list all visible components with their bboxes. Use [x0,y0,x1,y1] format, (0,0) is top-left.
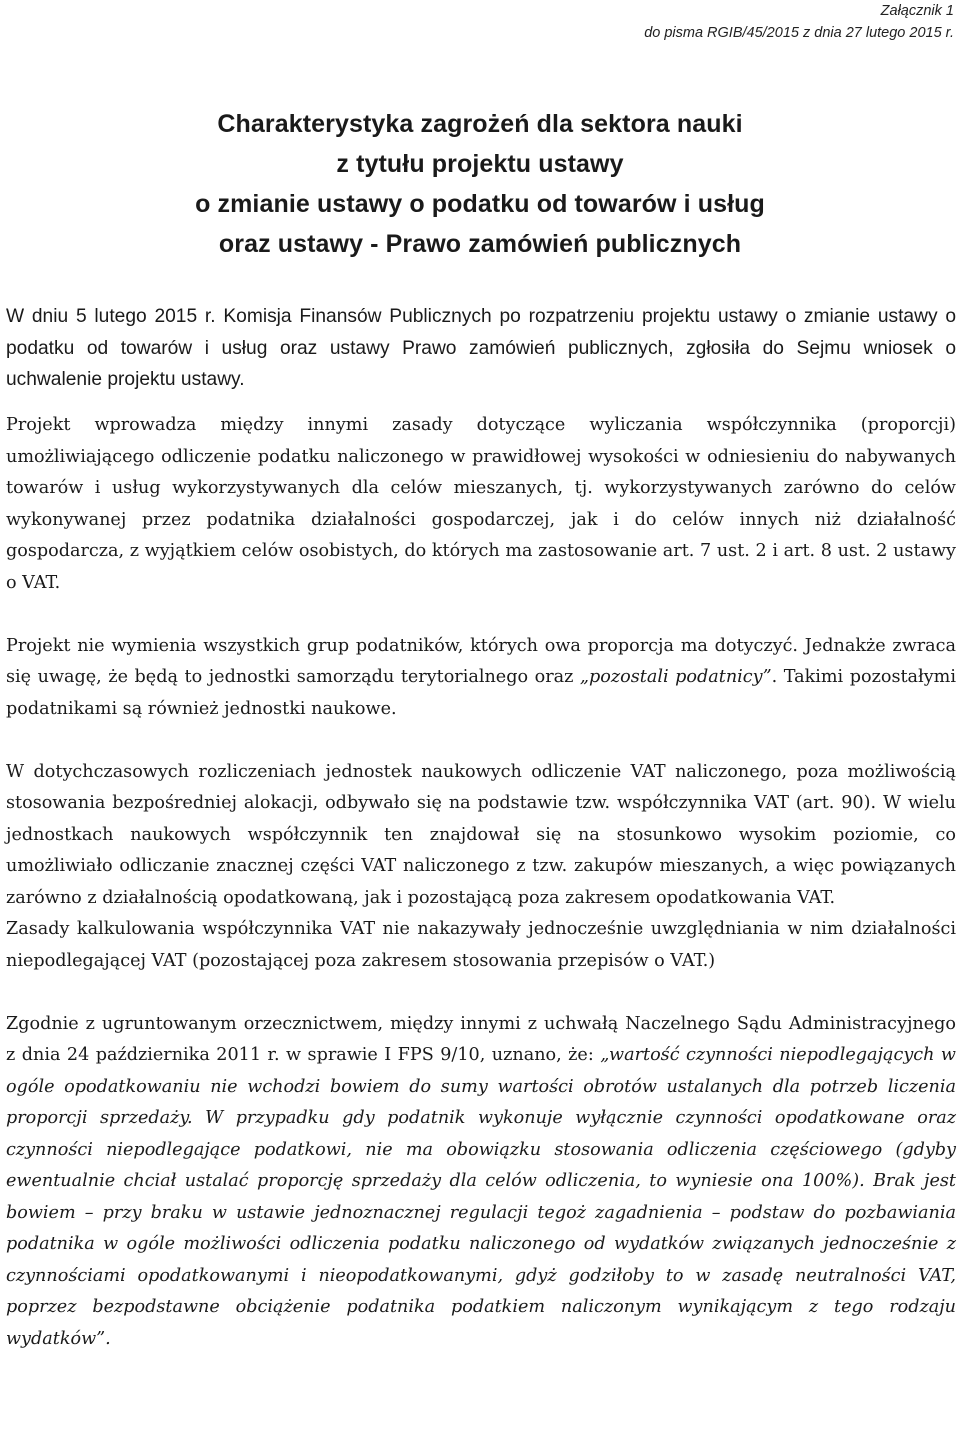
document-body [6,410,956,1355]
paragraph-spacer [6,977,956,1009]
title-line-3: o zmianie ustawy o podatku od towarów i usług [195,190,765,218]
attachment-label: Załącznik 1 [880,3,954,19]
intro-paragraph: W dniu 5 lutego 2015 r. Komisja Finansów Publicznych po rozpatrzeniu projektu ustawy o zmianie ustawy o podatku od towarów i usług oraz ustawy Prawo zamówień publicznych, zgłosiła do Sejmu wniosek o uchwalenie projektu ustawy. [6,306,956,391]
paragraph-calculation-rules: Zasady kalkulowania współczynnika VAT nie nakazywały jednocześnie uwzględniania w nim działalności niepodlegającej VAT (pozostającej poza zakresem stosowania przepisów o VAT.) [6,919,956,971]
document-title [0,104,960,264]
paragraph-text: Projekt nie wymienia wszystkich grup podatników, których owa proporcja ma dotyczyć. Jednakże zwraca się uwagę, że będą to jednostki samorządu terytorialnego oraz [6,635,956,687]
paragraph-text: . Takimi pozostałymi podatnikami są również jednostki naukowe. [6,667,956,719]
paragraph-case-law [6,1009,956,1356]
title-line-4: oraz ustawy - Prawo zamówień publicznych [218,230,742,258]
paragraph-spacer [6,599,956,631]
title-line-1: Charakterystyka zagrożeń dla sektora nauki [217,110,743,138]
paragraph-proportion-rules: Projekt wprowadza między innymi zasady dotyczące wyliczania współczynnika (proporcji) umożliwiającego odliczenie podatku naliczonego w prawidłowej wysokości w odniesieniu do nabywanych towarów i usług wykorzystywanych dla celów mieszanych, tj. wykorzystywanych zarówno do celów wykonywanej przez podatnika działalności gospodarczej, jak i do celów innych niż działalność gospodarcza, z wyjątkiem celów osobistych, do których ma zastosowanie art. 7 ust. 2 i art. 8 ust. 2 ustawy o VAT. [6,415,956,593]
attachment-reference: do pisma RGIB/45/2015 z dnia 27 lutego 2015 r. [644,25,954,41]
paragraph-text: Zgodnie z ugruntowanym orzecznictwem, między innymi z uchwałą Naczelnego Sądu Administracyjnego z dnia 24 października 2011 r. w sprawie I FPS 9/10, uznano, że: [6,1013,956,1065]
quoted-term: „pozostali podatnicy” [579,667,772,687]
paragraph-taxpayer-groups [6,631,956,726]
attachment-note [644,0,954,44]
title-line-2: z tytułu projektu ustawy [336,150,624,178]
paragraph-spacer [6,725,956,757]
paragraph-previous-settlements: W dotychczasowych rozliczeniach jednostek naukowych odliczenie VAT naliczonego, poza możliwością stosowania bezpośredniej alokacji, odbywało się na podstawie tzw. współczynnika VAT (art. 90). W wielu jednostkach naukowych współczynnik ten znajdował się na stosunkowo wysokim poziomie, co umożliwiało odliczanie znacznej części VAT naliczonego z tzw. zakupów mieszanych, a więc powiązanych zarówno z działalnością opodatkowaną, jak i pozostającą poza zakresem opodatkowania VAT. [6,761,956,908]
court-quote: „wartość czynności niepodlegających w ogóle opodatkowaniu nie wchodzi bowiem do sumy wartości obrotów ustalanych dla potrzeb liczenia proporcji sprzedaży. W przypadku gdy podatnik wykonuje wyłącznie czynności opodatkowane oraz czynności niepodlegające podatkowi, nie ma obowiązku stosowania odliczenia częściowego (gdyby ewentualnie chciał ustalać proporcję sprzedaży dla celów odliczenia, to wyniesie ona 100%). Brak jest bowiem – przy braku w ustawie jednoznacznej regulacji tegoż zagadnienia – podstaw do pozbawiania podatnika w ogóle możliwości odliczenia podatku naliczonego od wydatków związanych jednocześnie z czynnościami opodatkowanymi i nieopodatkowanymi, gdyż godziłoby to w zasadę neutralności VAT, poprzez bezpodstawne obciążenie podatnika podatkiem naliczonym wynikającym z tego rodzaju wydatków”. [6,1045,956,1349]
